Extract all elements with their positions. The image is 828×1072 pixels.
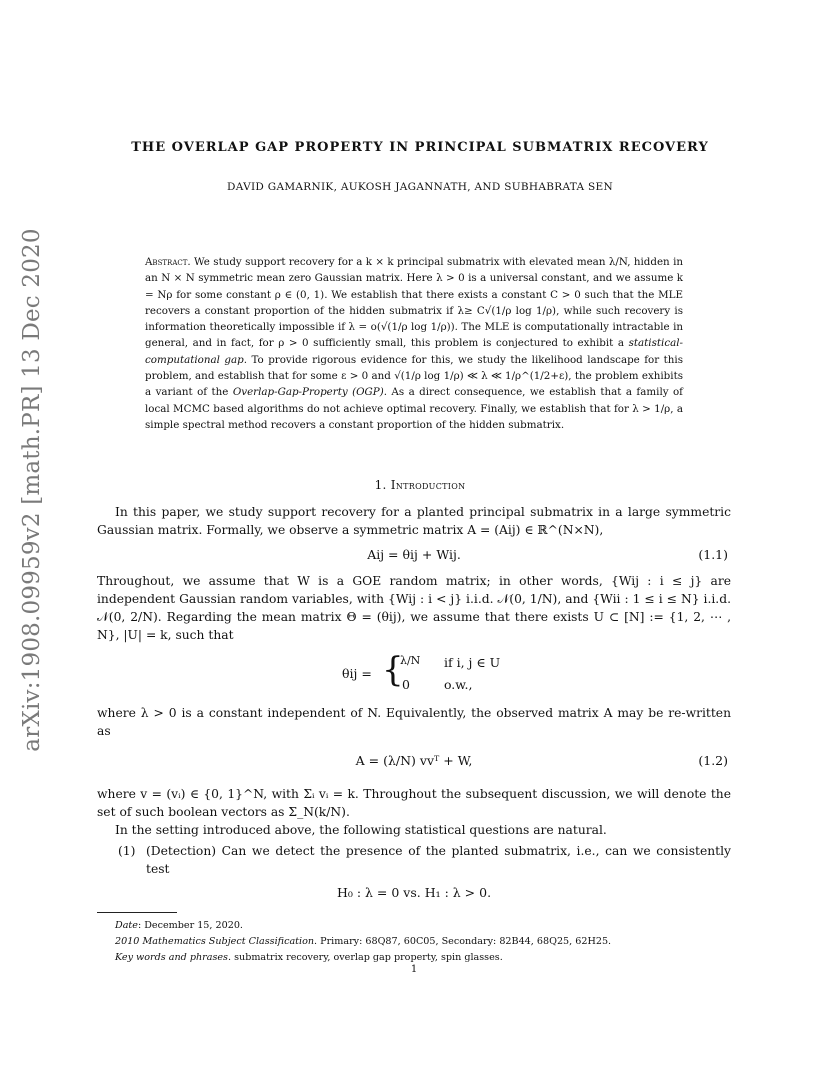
abstract-ogp-term: Overlap-Gap-Property (OGP) <box>232 386 384 399</box>
question-list-item-1 <box>118 842 731 878</box>
section-number: 1. <box>374 478 387 492</box>
arxiv-identifier-sidebar <box>12 228 52 752</box>
abstract-text-2: . To provide rigorous evidence for this, we study the likelihood landscape for this problem, and establish that for some ε > 0 and √(1/ρ log 1/ρ) ≪ λ ≪ 1/ρ^(1/2+ε), the problem exhibits a variant of the <box>145 353 683 399</box>
case-2-condition: o.w., <box>444 677 473 692</box>
arxiv-identifier[interactable]: arXiv:1908.09959v2 [math.PR] 13 Dec 2020 <box>19 228 45 752</box>
intro-paragraph-2: Throughout, we assume that W is a GOE random matrix; in other words, {Wij : i ≤ j} are independent Gaussian random variables, with {Wij : i < j} i.i.d. 𝒩(0, 1/N), and {Wii : 1 ≤ i ≤ N} i.i.d. 𝒩(0, 2/N). Regarding the mean matrix Θ = (θij), we assume that there exists U ⊂ [N] := {1, 2, ⋯ , N}, |U| = k, such that <box>97 574 731 642</box>
paper-authors: DAVID GAMARNIK, AUKOSH JAGANNATH, AND SUBHABRATA SEN <box>227 181 613 193</box>
intro-paragraph-4: where v = (vᵢ) ∈ {0, 1}^N, with Σᵢ vᵢ = k. Throughout the subsequent discussion, we will denote the set of such boolean vectors as Σ_N(k/N). <box>97 787 731 819</box>
cases-brace: { <box>382 650 404 690</box>
abstract-text-3: . As a direct consequence, we establish that a family of local MCMC based algorithms do not achieve optimal recovery. Finally, we establish that for λ > 1/ρ, a simple spectral method recovers a constant proportion of the hidden submatrix. <box>145 386 683 431</box>
intro-paragraph-1: In this paper, we study support recovery for a planted principal submatrix in a large symmetric Gaussian matrix. Formally, we observe a symmetric matrix A = (Aij) ∈ ℝ^(N×N), <box>97 505 731 537</box>
equation-1-1-expression: Aij = θij + Wij. <box>367 547 461 562</box>
case-1-condition: if i, j ∈ U <box>444 655 501 670</box>
section-heading <box>80 478 760 492</box>
footnote-msc-value: Primary: 68Q87, 60C05, Secondary: 82B44, 68Q25, 62H25. <box>317 936 612 947</box>
list-item-text: (Detection) Can we detect the presence of the planted submatrix, i.e., can we consistently test <box>146 844 731 876</box>
abstract-gap-term: statistical-computational gap <box>145 337 683 366</box>
equation-1-2-number: (1.2) <box>698 753 728 768</box>
footnote-keywords-value: submatrix recovery, overlap gap property, spin glasses. <box>231 952 503 963</box>
footnote-keywords-label: Key words and phrases. <box>115 952 232 963</box>
abstract-label: Abstract. <box>145 256 191 268</box>
list-item-label: (1) <box>118 844 136 858</box>
theta-lhs: θij = <box>342 666 372 681</box>
hypothesis-test-expression: H₀ : λ = 0 vs. H₁ : λ > 0. <box>336 885 492 900</box>
footnote-msc <box>115 934 735 950</box>
footnote-divider <box>97 912 177 913</box>
paper-title: THE OVERLAP GAP PROPERTY IN PRINCIPAL SUBMATRIX RECOVERY <box>131 140 709 155</box>
intro-paragraph-5: In the setting introduced above, the following statistical questions are natural. <box>115 823 607 837</box>
case-1-value: λ/N <box>400 654 421 667</box>
footnotes <box>115 918 735 966</box>
equation-1-1-number: (1.1) <box>698 547 728 562</box>
section-title: Introduction <box>390 478 466 492</box>
footnote-date <box>115 918 735 934</box>
footnote-date-label: Date <box>115 920 138 931</box>
abstract <box>145 254 683 433</box>
intro-paragraph-3: where λ > 0 is a constant independent of N. Equivalently, the observed matrix A may be re-written as <box>97 706 731 738</box>
footnote-msc-label: 2010 Mathematics Subject Classification. <box>115 936 318 947</box>
case-2-value: 0 <box>402 677 410 692</box>
footnote-date-value: : December 15, 2020. <box>137 920 243 931</box>
equation-1-2-expression: A = (λ/N) vvᵀ + W, <box>355 753 473 768</box>
abstract-text-1: We study support recovery for a k × k principal submatrix with elevated mean λ/N, hidden in an N × N symmetric mean zero Gaussian matrix. Here λ > 0 is a universal constant, and we assume k = Nρ for some constant ρ ∈ (0, 1). We establish that there exists a constant C > 0 such that the MLE recovers a constant proportion of the hidden submatrix if λ≥ C√(1/ρ log 1/ρ), while such recovery is information theoretically impossible if λ = o(√(1/ρ log 1/ρ)). The MLE is computationally intractable in general, and in fact, for ρ > 0 sufficiently small, this problem is conjectured to exhibit a <box>145 256 683 350</box>
page-number: 1 <box>410 964 418 975</box>
